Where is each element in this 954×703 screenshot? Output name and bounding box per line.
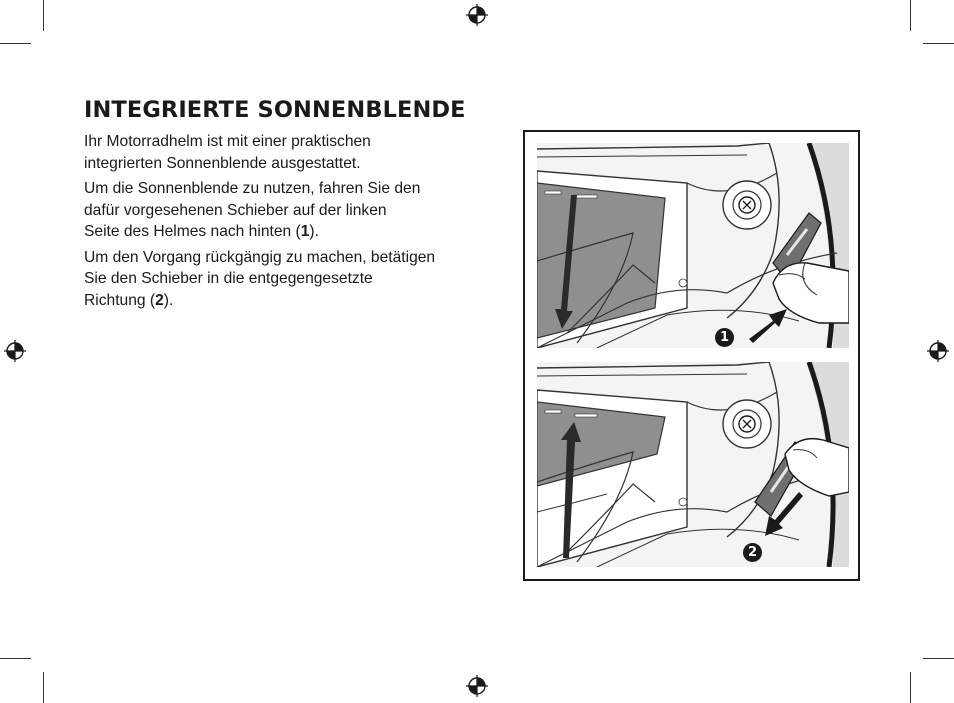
crop-mark-icon bbox=[0, 658, 31, 659]
registration-mark-icon bbox=[466, 675, 488, 697]
crop-mark-icon bbox=[43, 0, 44, 31]
text-line: ). bbox=[163, 291, 174, 309]
text-line: integrierten Sonnenblende ausgestattet. bbox=[84, 154, 361, 172]
registration-mark-icon bbox=[927, 340, 949, 362]
text-line: Um den Vorgang rückgängig zu machen, betätigen bbox=[84, 248, 436, 266]
paragraph-intro bbox=[84, 131, 494, 174]
crop-mark-icon bbox=[0, 43, 31, 44]
crop-mark-icon bbox=[923, 43, 954, 44]
step-badge: 1 bbox=[715, 328, 734, 347]
illustration-frame bbox=[523, 130, 860, 581]
paragraph-activate bbox=[84, 178, 494, 243]
crop-mark-icon bbox=[923, 658, 954, 659]
crop-mark-icon bbox=[43, 672, 44, 703]
text-line: Richtung ( bbox=[84, 291, 156, 309]
crop-mark-icon bbox=[910, 0, 911, 31]
text-line: Ihr Motorradhelm ist mit einer praktischen bbox=[84, 133, 371, 150]
text-line: Seite des Helmes nach hinten ( bbox=[84, 223, 301, 240]
text-line: dafür vorgesehenen Schieber auf der linken bbox=[84, 201, 387, 219]
crop-mark-icon bbox=[910, 672, 911, 703]
body-text bbox=[84, 131, 494, 315]
step-badge: 2 bbox=[743, 543, 762, 562]
helmet-drawing bbox=[537, 362, 849, 567]
registration-mark-icon bbox=[466, 4, 488, 26]
illustration-step-2 bbox=[537, 362, 849, 567]
text-line: Um die Sonnenblende zu nutzen, fahren Sie den bbox=[84, 180, 421, 197]
text-line: Sie den Schieber in die entgegengesetzte bbox=[84, 270, 373, 287]
paragraph-deactivate bbox=[84, 247, 494, 312]
helmet-drawing bbox=[537, 143, 849, 348]
step-reference: 2 bbox=[155, 291, 164, 309]
text-line: ). bbox=[309, 223, 319, 240]
step-reference: 1 bbox=[300, 223, 310, 240]
registration-mark-icon bbox=[4, 340, 26, 362]
illustration-step-1 bbox=[537, 143, 849, 348]
page-title: INTEGRIERTE SONNENBLENDE bbox=[84, 97, 466, 123]
